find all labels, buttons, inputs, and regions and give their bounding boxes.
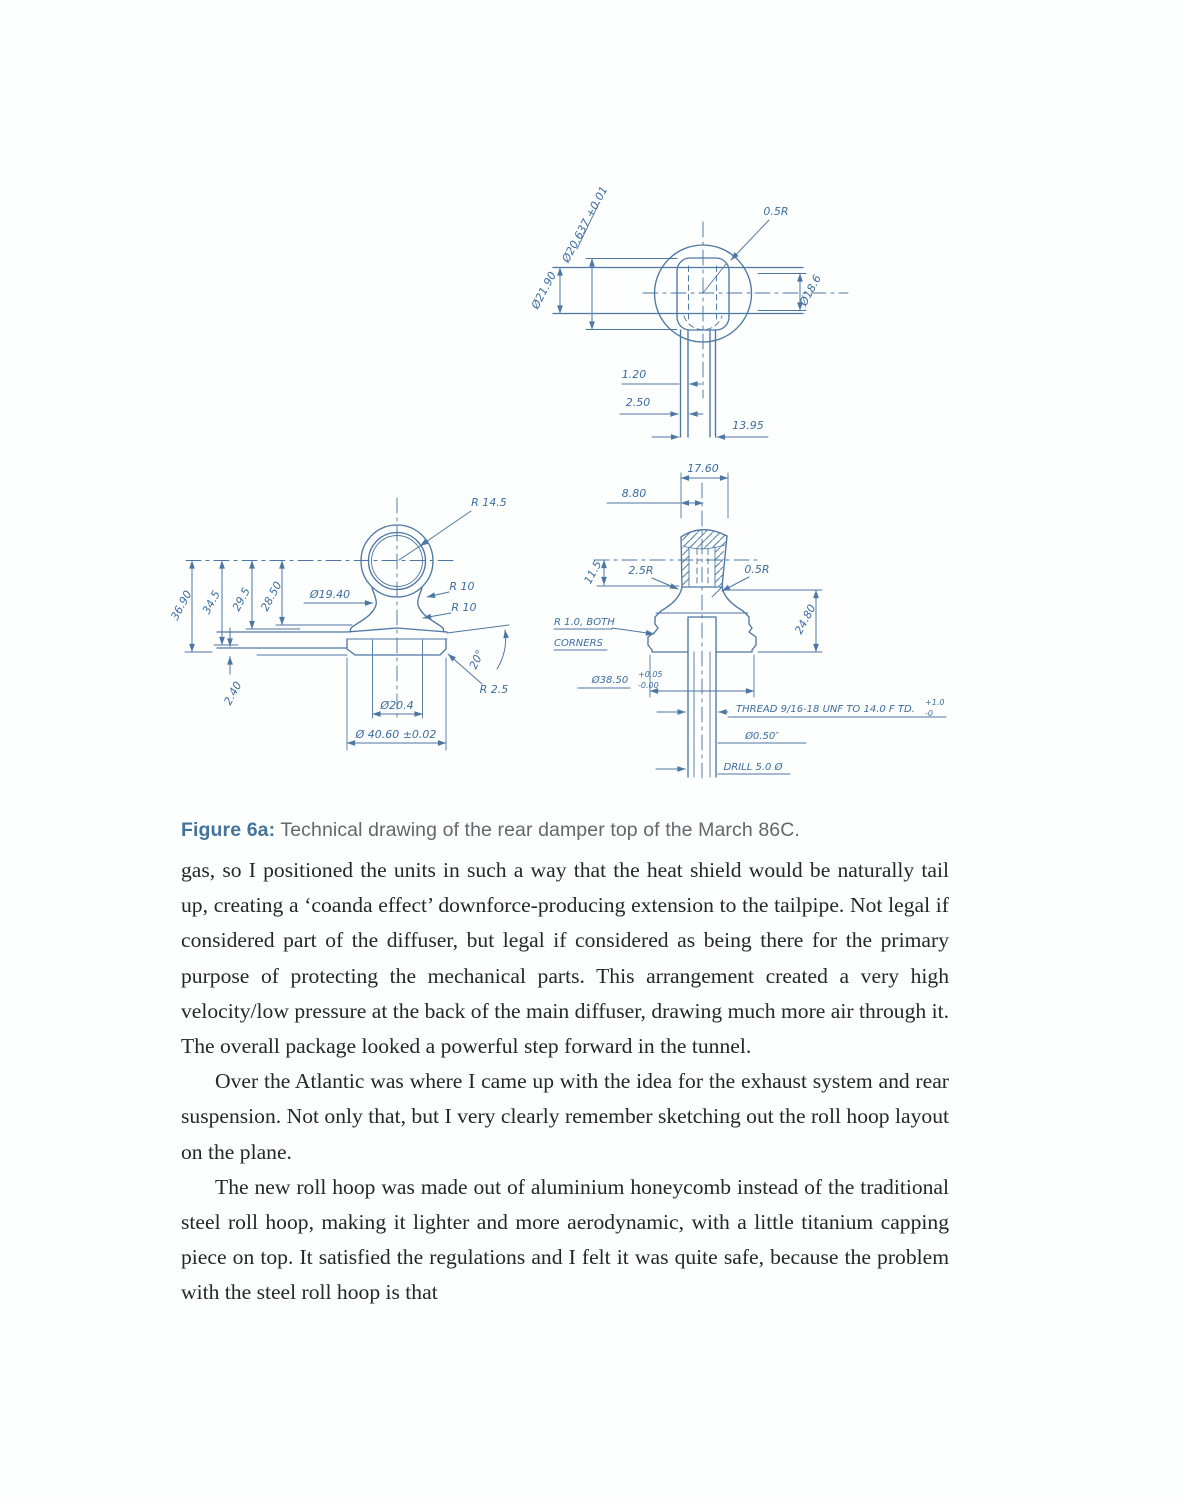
dim-29-5: 29.5 [229,585,253,614]
dim-radius-eye: R 14.5 [471,496,507,509]
dim-radius-base: R 2.5 [479,683,509,696]
dim-dia-housing: Ø21.90 [528,269,560,312]
dim-dia-0-50: Ø0.50″ [745,731,779,742]
dia-38-50-tol-plus: +0.05 [638,670,663,679]
dim-dia-spigot: Ø20.4 [380,699,414,712]
dim-stem: 13.95 [732,419,764,432]
thread-note: THREAD 9/16-18 UNF TO 14.0 F TD. [736,704,915,715]
figure-caption-label: Figure 6a: [181,818,276,841]
dim-dia-neck: Ø19.40 [309,588,351,601]
section-view [554,462,946,783]
dim-plate: 2.40 [221,679,245,708]
dim-17-60: 17.60 [687,462,719,475]
dim-8-80: 8.80 [621,487,647,500]
dim-dia-bore: Ø18.6 [796,272,824,309]
dim-dia-38-50: Ø38.50 [591,675,629,686]
radius-tick [703,264,726,293]
figure-caption-text: Technical drawing of the rear damper top of the March 86C. [280,818,800,841]
thread-tol-minus: -0 [925,709,933,718]
dim-angle-taper: 20° [466,647,487,672]
technical-drawing-svg [0,178,1186,792]
dim-radius-neck-upper: R 10 [449,580,475,593]
note-corners-2: CORNERS [554,638,603,649]
body-text [181,853,949,1311]
paragraph: The new roll hoop was made out of aluminium honeycomb instead of the traditional steel roll hoop, making it lighter and more aerodynamic, with a little titanium capping piece on top. It satisfied the regulations and I felt it was quite safe, because the problem with the steel roll hoop is that [181,1174,949,1305]
dim-dia-ball: Ø20.637 +0.01 [559,184,611,265]
dim-24-80: 24.80 [792,602,819,637]
base-block [347,639,446,655]
drill-note: DRILL 5.0 Ø [723,762,783,773]
dim-dia-base: Ø 40.60 ±0.02 [355,728,437,741]
dim-radius-0-5: 0.5R [744,563,770,576]
top-view-dimensions [528,184,824,437]
dim-step: 2.50 [625,396,651,409]
dia-38-50-tol-minus: -0.00 [638,681,659,690]
figure-6a-drawing [0,178,1186,792]
dim-36-90: 36.90 [168,588,195,623]
top-view [528,184,848,437]
dim-radius-neck-lower: R 10 [451,601,477,614]
figure-caption [181,819,981,842]
thread-tol-plus: +1.0 [925,698,945,707]
dim-34-5: 34.5 [199,588,223,617]
dim-radius-top: 0.5R [763,205,789,218]
dim-radius-2-5: 2.5R [628,564,654,577]
paragraph: Over the Atlantic was where I came up with the idea for the exhaust system and rear suspension. Not only that, but I very clearly remember sketching out the roll hoop layout on the plane. [181,1069,949,1164]
front-view [168,496,509,750]
dim-28-50: 28.50 [258,579,285,614]
dim-wall: 1.20 [621,368,647,381]
front-dimensions [168,496,509,750]
section-dimensions [554,462,946,774]
note-corners-1: R 1.0, BOTH [554,617,615,628]
dim-11-5: 11.5 [581,558,605,587]
paragraph: gas, so I positioned the units in such a way that the heat shield would be naturally tail up, creating a ‘coanda effect’ downforce-producing extension to the tailpipe. Not legal if considered part of the diffuser, but legal if considered as being there for the primary purpose of protecting the mechanical parts. This arrangement created a very high velocity/low pressure at the back of the main diffuser, drawing much more air through it. The overall package looked a powerful step forward in the tunnel. [181,858,949,1059]
